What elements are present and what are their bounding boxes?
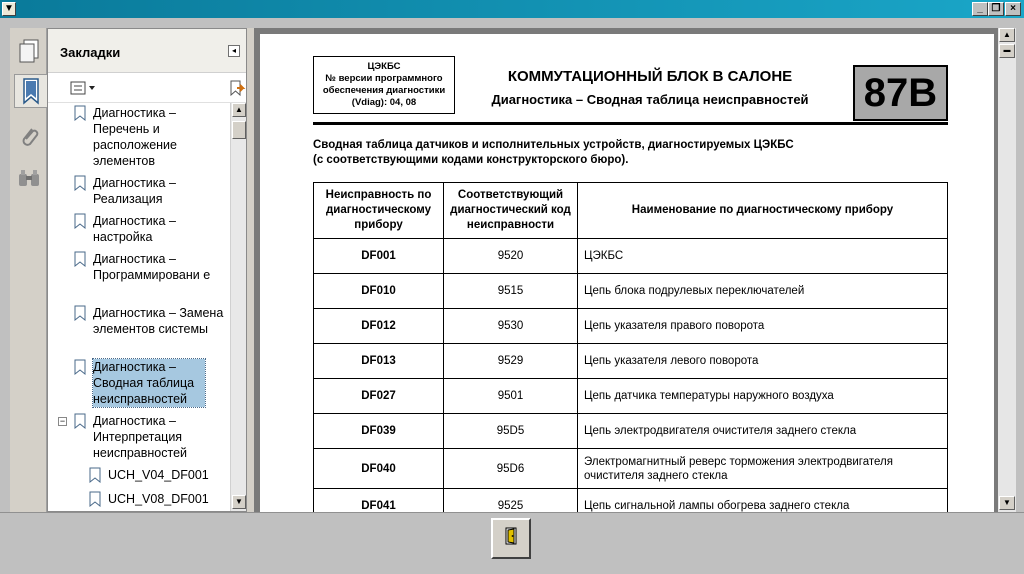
navigation-strip [10,28,47,512]
bookmark-icon [73,251,87,271]
bookmark-icon [73,213,87,233]
bottom-bar [0,512,1024,574]
exit-door-icon [503,526,519,551]
bookmark-icon [73,305,87,325]
scroll-thumb[interactable] [232,121,246,139]
document-page [260,34,994,512]
scroll-down-icon[interactable]: ▼ [232,495,246,509]
panel-toolbar [48,73,246,103]
paperclip-icon[interactable] [14,120,44,154]
table-row: DF013 9529 Цепь указателя левого поворота [314,344,948,379]
scroll-up-icon[interactable]: ▲ [232,103,246,117]
bookmark-item[interactable]: Диагностика – Интерпретация неисправностей [93,413,228,461]
scroll-up-icon[interactable]: ▲ [999,28,1015,42]
pdf-viewer-app [10,28,1016,512]
exit-button[interactable] [491,518,531,559]
binoculars-icon[interactable] [14,162,44,196]
column-header: Соответствующий диагностический код неисправности [444,183,578,239]
collapse-panel-button[interactable]: ◂ [228,45,240,57]
document-title: КОММУТАЦИОННЫЙ БЛОК В САЛОНЕ [507,68,793,85]
table-row: DF039 95D5 Цепь электродвигателя очистителя заднего стекла [314,414,948,449]
table-row: DF001 9520 ЦЭКБС [314,239,948,274]
bookmarks-tree [48,103,230,511]
bookmark-icon [88,491,102,511]
bookmark-icon [88,467,102,487]
document-viewer [254,28,1000,512]
bookmark-item[interactable]: UCH_V08_DF001 [108,491,230,507]
panel-title: Закладки [60,45,121,60]
app-icon[interactable]: ▼ [2,2,16,16]
bookmark-icon [73,359,87,379]
bookmark-item[interactable]: Диагностика – Замена элементов системы [93,305,228,337]
bookmark-item-selected[interactable]: Диагностика – Сводная таблица неисправностей [93,359,228,407]
bookmark-icon [73,105,87,125]
bookmark-icon [73,175,87,195]
ecu-version-box: ЦЭКБС № версии программного обеспечения диагностики (Vdiag): 04, 08 [313,56,455,114]
table-row: DF010 9515 Цепь блока подрулевых переключателей [314,274,948,309]
bookmark-item[interactable]: Диагностика – Программировани е [93,251,228,283]
table-row: DF027 9501 Цепь датчика температуры наружного воздуха [314,379,948,414]
bookmarks-panel [47,28,247,512]
window-titlebar [0,0,1024,18]
table-row: DF040 95D6 Электромагнитный реверс торможения электродвигателя очистителя заднего стекла [314,449,948,489]
column-header: Наименование по диагностическому прибору [578,183,948,239]
bookmarks-scrollbar[interactable] [230,103,246,511]
header-rule [313,122,948,125]
column-header: Неисправность по диагностическому прибору [314,183,444,239]
collapse-tree-icon[interactable]: − [59,416,66,426]
minimize-button[interactable]: _ [972,2,988,16]
pages-icon[interactable] [14,34,44,68]
panel-splitter[interactable] [247,28,254,512]
restore-button[interactable]: ❐ [988,2,1004,16]
intro-text: Сводная таблица датчиков и исполнительных устройств, диагностируемых ЦЭКБС (с соответствующими кодами конструкторского бюро). [313,139,794,166]
bookmark-icon [73,413,87,433]
table-row: DF012 9530 Цепь указателя правого поворота [314,309,948,344]
options-icon[interactable] [70,81,96,100]
document-scrollbar[interactable] [998,28,1016,512]
bookmark-item[interactable]: Диагностика – Перечень и расположение элементов [93,105,228,169]
expand-bookmark-icon[interactable] [228,79,246,102]
section-badge: 87B [853,65,948,121]
bookmark-item[interactable]: Диагностика – Реализация [93,175,228,207]
fault-table [313,182,948,512]
table-row: DF041 9525 Цепь сигнальной лампы обогрева заднего стекла [314,489,948,513]
close-button[interactable]: × [1005,2,1021,16]
page-up-icon[interactable]: ▬ [999,44,1015,58]
scroll-down-icon[interactable]: ▼ [999,496,1015,510]
document-subtitle: Диагностика – Сводная таблица неисправностей [491,92,809,107]
panel-header [48,29,246,73]
bookmark-item[interactable]: UCH_V04_DF001 [108,467,230,483]
bookmark-item[interactable]: Диагностика – настройка [93,213,228,245]
bookmarks-icon[interactable] [14,74,47,108]
